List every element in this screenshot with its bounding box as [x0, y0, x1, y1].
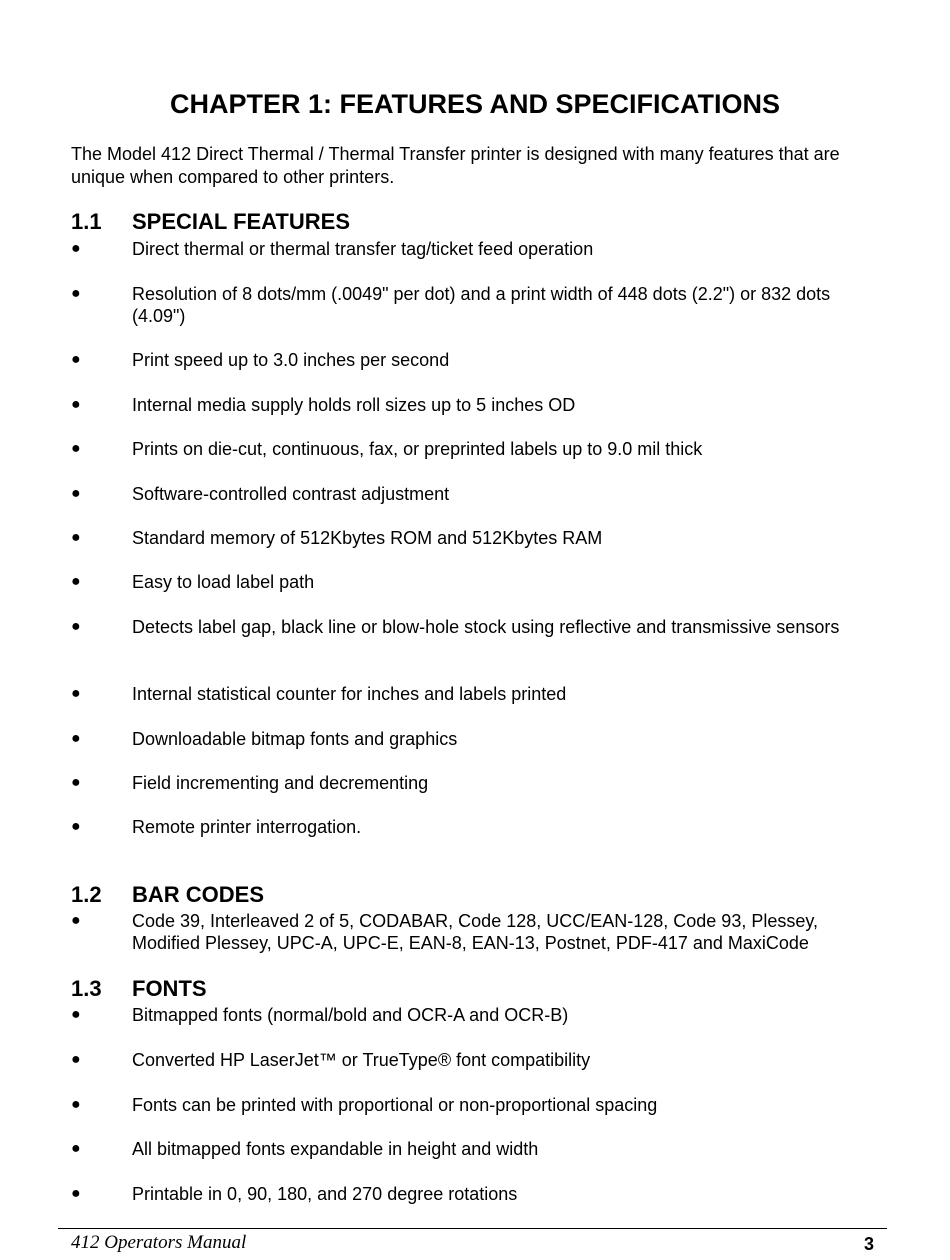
footer-manual-title: 412 Operators Manual	[71, 1232, 247, 1253]
bullet-icon: ●	[71, 1140, 81, 1157]
section-title: SPECIAL FEATURES	[132, 209, 350, 234]
section-number: 1.1	[71, 209, 102, 234]
bullet-icon: ●	[71, 240, 81, 257]
list-item-text: Fonts can be printed with proportional or non-proportional spacing	[132, 1095, 658, 1115]
bullet-icon: ●	[71, 818, 81, 835]
bullet-icon: ●	[71, 1185, 81, 1202]
bullet-icon: ●	[71, 912, 81, 929]
bullet-icon: ●	[71, 485, 81, 502]
list-item-text: Converted HP LaserJet™ or TrueType® font compatibility	[132, 1050, 591, 1070]
section-heading-fonts	[71, 976, 207, 1002]
list-item-text: Prints on die-cut, continuous, fax, or preprinted labels up to 9.0 mil thick	[132, 439, 703, 459]
list-item-text: Remote printer interrogation.	[132, 817, 362, 837]
section-number: 1.2	[71, 882, 102, 907]
list-item-text: Internal statistical counter for inches and labels printed	[132, 684, 567, 704]
section-heading-special-features	[71, 209, 350, 235]
footer-divider	[58, 1228, 887, 1229]
bullet-icon: ●	[71, 1006, 81, 1023]
bullet-icon: ●	[71, 1096, 81, 1113]
list-item-text: Standard memory of 512Kbytes ROM and 512Kbytes RAM	[132, 528, 603, 548]
bullet-icon: ●	[71, 1051, 81, 1068]
list-item-text: Downloadable bitmap fonts and graphics	[132, 729, 458, 749]
chapter-intro: The Model 412 Direct Thermal / Thermal Transfer printer is designed with many features that are unique when compared to other printers.	[71, 144, 840, 187]
bullet-icon: ●	[71, 285, 81, 302]
section-number: 1.3	[71, 976, 102, 1001]
list-item-text: Resolution of 8 dots/mm (.0049" per dot) and a print width of 448 dots (2.2") or 832 dots (4.09")	[132, 284, 831, 326]
list-item-text: Bitmapped fonts (normal/bold and OCR-A and OCR-B)	[132, 1005, 569, 1025]
list-item-text: Internal media supply holds roll sizes up to 5 inches OD	[132, 395, 576, 415]
list-item-text: Easy to load label path	[132, 572, 315, 592]
section-heading-bar-codes	[71, 882, 264, 908]
section-title: FONTS	[132, 976, 207, 1001]
bullet-icon: ●	[71, 618, 81, 635]
bullet-icon: ●	[71, 730, 81, 747]
section-title: BAR CODES	[132, 882, 265, 907]
list-item-text: Detects label gap, black line or blow-hole stock using reflective and transmissive sensors	[132, 617, 840, 637]
bullet-icon: ●	[71, 685, 81, 702]
list-item-text: Code 39, Interleaved 2 of 5, CODABAR, Code 128, UCC/EAN-128, Code 93, Plessey, Modified Plessey, UPC-A, UPC-E, EAN-8, EAN-13, Postnet, PDF-417 and MaxiCode	[132, 911, 819, 953]
bullet-icon: ●	[71, 529, 81, 546]
list-item-text: Software-controlled contrast adjustment	[132, 484, 450, 504]
bullet-icon: ●	[71, 351, 81, 368]
list-item-text: Field incrementing and decrementing	[132, 773, 429, 793]
bullet-icon: ●	[71, 440, 81, 457]
list-item-text: Printable in 0, 90, 180, and 270 degree rotations	[132, 1184, 518, 1204]
chapter-title: CHAPTER 1: FEATURES AND SPECIFICATIONS	[169, 89, 781, 119]
bullet-icon: ●	[71, 774, 81, 791]
list-item-text: Direct thermal or thermal transfer tag/ticket feed operation	[132, 239, 594, 259]
list-item-text: All bitmapped fonts expandable in height and width	[132, 1139, 539, 1159]
bullet-icon: ●	[71, 396, 81, 413]
footer-page-number: 3	[863, 1234, 874, 1254]
list-item-text: Print speed up to 3.0 inches per second	[132, 350, 450, 370]
bullet-icon: ●	[71, 573, 81, 590]
